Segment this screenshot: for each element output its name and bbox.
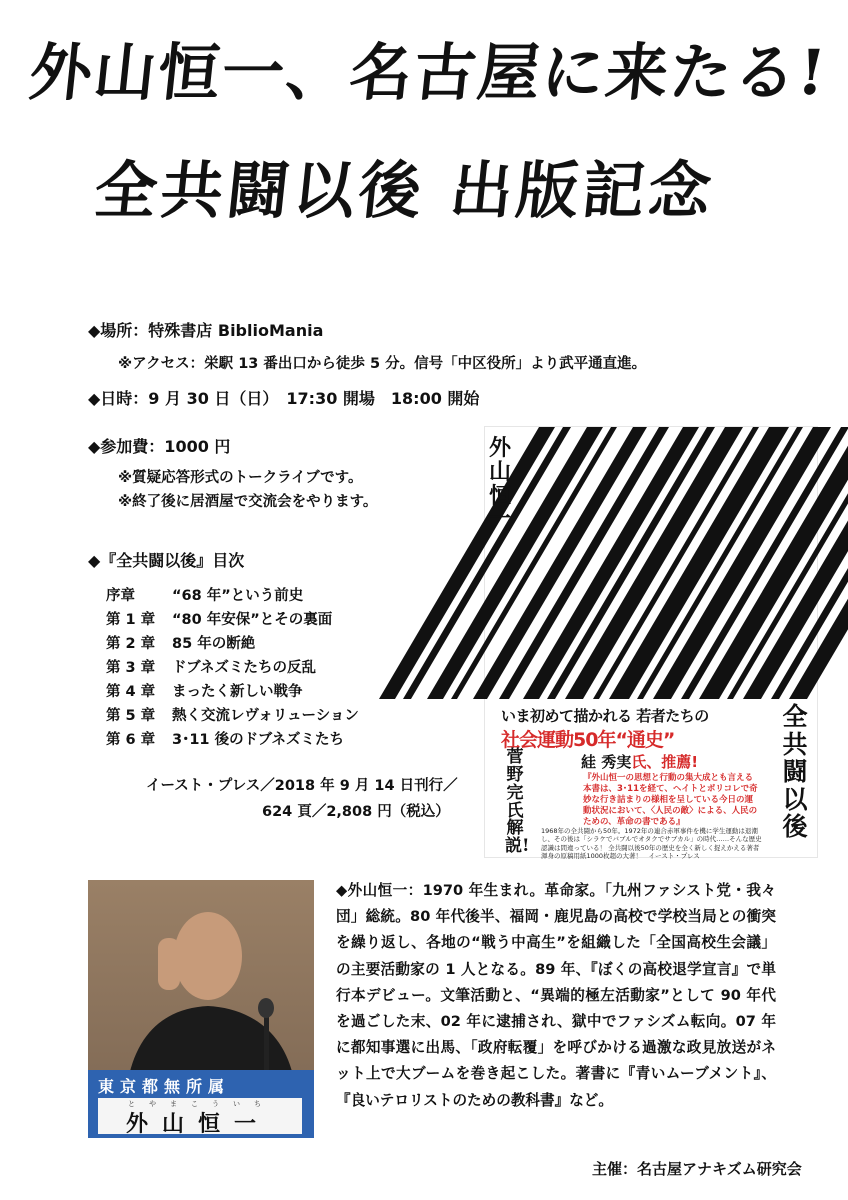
chapter-title: ドブネズミたちの反乱 [172, 660, 316, 676]
band-tagline: いま初めて描かれる 若者たちの [501, 707, 709, 725]
cover-title [777, 703, 813, 841]
cover-title-text: 全共闘以後 [782, 702, 808, 841]
cover-author [487, 437, 513, 532]
band-quote: 『外山恒一の思想と行動の集大成とも言える本書は、3･11を経て、ヘイトとポリコレで奇妙な行き詰まりの様相を呈している今日の運動状況において、〈人民の敵〉による、人民のための、革命の書である』 [583, 773, 758, 828]
toc-row [106, 680, 303, 701]
chapter-number: 序章 [106, 588, 135, 604]
toc-row [106, 728, 344, 749]
candidate-sign [88, 1070, 314, 1138]
chapter-number: 第 6 章 [106, 732, 156, 748]
toc-row [106, 656, 316, 677]
toc-heading: ◆『全共闘以後』目次 [88, 551, 245, 570]
subheadline: 全共闘以後 出版記念 [91, 154, 719, 227]
toc-row [106, 632, 255, 653]
chapter-title: 85 年の断絶 [172, 636, 256, 652]
publisher-info: イースト・プレス／2018 年 9 月 14 日刊行／ [146, 778, 458, 794]
band-endorsement [581, 751, 698, 772]
chapter-number: 第 1 章 [106, 612, 156, 628]
sign-name: 外山恒一 [126, 1112, 271, 1137]
chapter-title: 熱く交流レヴォリューション [172, 708, 359, 724]
venue-info: ◆場所：特殊書店 BiblioMania [88, 321, 324, 340]
toc-row [106, 584, 303, 605]
toc-row [106, 608, 332, 629]
book-cover [484, 426, 818, 861]
cover-stripes [513, 427, 817, 699]
chapter-title: まったく新しい戦争 [172, 684, 303, 700]
chapter-number: 第 3 章 [106, 660, 156, 676]
chapter-number: 第 2 章 [106, 636, 156, 652]
datetime-info: ◆日時：9 月 30 日（日） 17:30 開場 18:00 開始 [88, 389, 480, 408]
endorsement-suffix: 氏、推薦! [631, 753, 699, 771]
chapter-title: 3･11 後のドブネズミたち [172, 732, 345, 748]
chapter-title: “80 年安保”とその裏面 [172, 612, 333, 628]
afterparty-note: ※終了後に居酒屋で交流会をやります。 [118, 494, 378, 510]
author-bio: ◆外山恒一：1970 年生まれ。革命家。「九州ファシスト党・我々団」総統。80 年代後半、福岡・鹿児島の高校で学校当局との衝突を繰り返し、各地の“戦う中高生”を組織した「全国高校生会議」の主要活動家の 1 人となる。89 年、『ぼくの高校退学宣言』で単行本デビュー。文筆活動と、“異端的極左活動家”として 90 年代を過ごした末、02 年に逮捕され、獄中でファシズム転向。07 年に都知事選に出馬、「政府転覆」を呼びかける過激な政見放送がネット上で大ブームを巻き起こした。著書に『青いムーブメント』、『良いテロリストのための教科書』など。 [336, 882, 776, 1109]
chapter-number: 第 4 章 [106, 684, 156, 700]
price-info: 624 頁／2,808 円（税込） [262, 804, 450, 820]
access-info: ※アクセス：栄駅 13 番出口から徒歩 5 分。信号「中区役所」より武平通直進。 [118, 356, 647, 372]
format-note: ※質疑応答形式のトークライブです。 [118, 470, 363, 486]
cover-author-text: 外山恒一 [488, 435, 511, 533]
band-commentary-text: 菅野完氏解説! [505, 747, 530, 857]
person-silhouette [88, 880, 314, 1080]
sign-affiliation: 東京都無所属 [98, 1077, 231, 1096]
band-description: 1968年の全共闘から50年。1972年の連合赤軍事件を機に学生運動は退潮し、その後は「シラケでバブルでオタクでサブカル」の時代……そんな歴史認識は間違っている！ 全共闘以後50年の歴史を全く新しく捉えかえる著者渾身の原稿用紙1000枚超の大著！ イースト・プレス [541, 827, 762, 861]
author-photo [88, 880, 314, 1138]
chapter-number: 第 5 章 [106, 708, 156, 724]
fee-info: ◆参加費：1000 円 [88, 437, 231, 456]
toc-row [106, 704, 359, 725]
band-commentary [505, 747, 530, 857]
organizer: 主催：名古屋アナキズム研究会 [592, 1160, 802, 1178]
sign-nameplate [98, 1098, 302, 1137]
sign-ruby: とやまこういち [128, 1100, 275, 1108]
chapter-title: “68 年”という前史 [172, 588, 304, 604]
headline: 外山恒一、名古屋に来たる! [26, 36, 832, 109]
endorser-name: 絓 秀実 [581, 753, 632, 771]
band-headline: 社会運動50年“通史” [501, 729, 675, 751]
cover-obi-band [485, 699, 817, 861]
